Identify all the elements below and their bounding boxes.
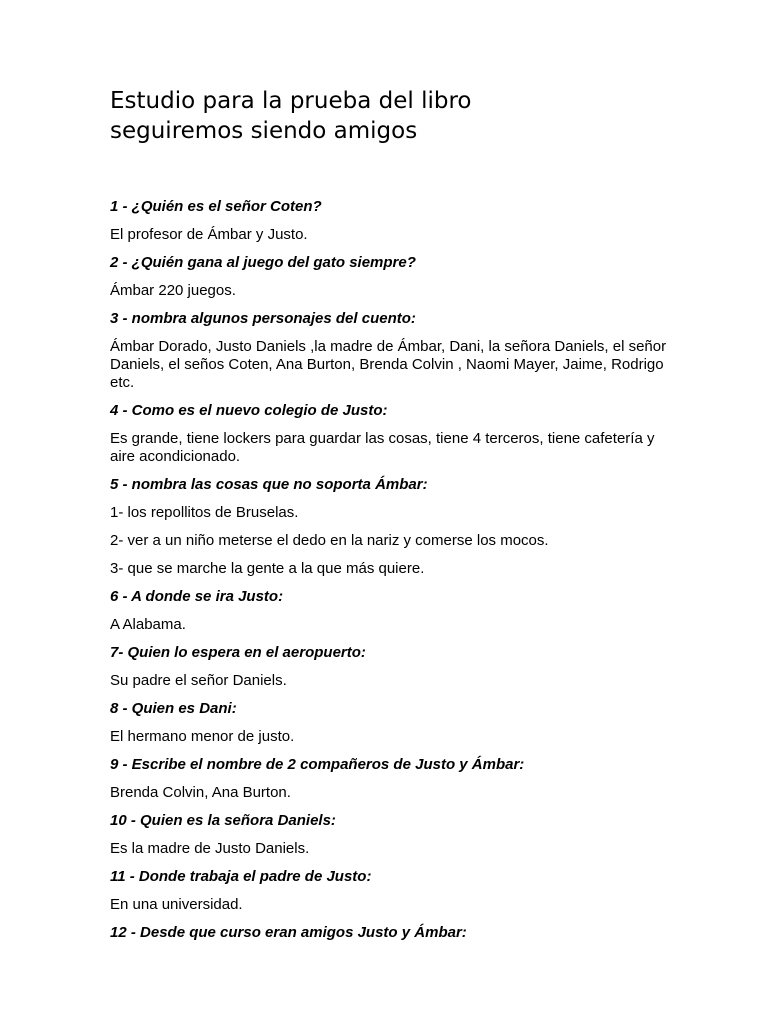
qa-item-10 (110, 812, 670, 858)
question-2: 2 - ¿Quién gana al juego del gato siempre? (110, 254, 416, 271)
qa-item-8 (110, 700, 670, 746)
qa-item-2 (110, 254, 670, 300)
document-page (110, 86, 670, 952)
answer-6: A Alabama. (110, 616, 186, 633)
answer-11: En una universidad. (110, 896, 243, 913)
qa-item-5 (110, 476, 670, 578)
qa-item-11 (110, 868, 670, 914)
answer-8: El hermano menor de justo. (110, 728, 295, 745)
answer-5-1: 1- los repollitos de Bruselas. (110, 504, 299, 521)
answer-5-3: 3- que se marche la gente a la que más quiere. (110, 560, 425, 577)
question-8: 8 - Quien es Dani: (110, 700, 237, 717)
qa-list (110, 198, 670, 942)
title-line-1: Estudio para la prueba del libro (110, 88, 472, 114)
qa-item-6 (110, 588, 670, 634)
question-1: 1 - ¿Quién es el señor Coten? (110, 198, 322, 215)
question-9: 9 - Escribe el nombre de 2 compañeros de Justo y Ámbar: (110, 756, 525, 773)
question-4: 4 - Como es el nuevo colegio de Justo: (110, 402, 388, 419)
answer-1: El profesor de Ámbar y Justo. (110, 226, 308, 243)
answer-4: Es grande, tiene lockers para guardar las cosas, tiene 4 terceros, tiene cafetería y aire acondicionado. (110, 430, 655, 465)
qa-item-12 (110, 924, 670, 942)
question-11: 11 - Donde trabaja el padre de Justo: (110, 868, 372, 885)
question-7: 7- Quien lo espera en el aeropuerto: (110, 644, 366, 661)
document-title (110, 86, 670, 146)
answer-10: Es la madre de Justo Daniels. (110, 840, 310, 857)
question-6: 6 - A donde se ira Justo: (110, 588, 284, 605)
qa-item-9 (110, 756, 670, 802)
question-12: 12 - Desde que curso eran amigos Justo y Ámbar: (110, 924, 467, 941)
question-5: 5 - nombra las cosas que no soporta Ámbar: (110, 476, 428, 493)
question-10: 10 - Quien es la señora Daniels: (110, 812, 336, 829)
answer-7: Su padre el señor Daniels. (110, 672, 287, 689)
qa-item-3 (110, 310, 670, 392)
qa-item-7 (110, 644, 670, 690)
answer-2: Ámbar 220 juegos. (110, 282, 236, 299)
qa-item-4 (110, 402, 670, 466)
answer-9: Brenda Colvin, Ana Burton. (110, 784, 291, 801)
answer-5-2: 2- ver a un niño meterse el dedo en la nariz y comerse los mocos. (110, 532, 549, 549)
question-3: 3 - nombra algunos personajes del cuento: (110, 310, 416, 327)
qa-item-1 (110, 198, 670, 244)
title-line-2: seguiremos siendo amigos (110, 118, 418, 144)
answer-3: Ámbar Dorado, Justo Daniels ,la madre de Ámbar, Dani, la señora Daniels, el señor Daniels, el seños Coten, Ana Burton, Brenda Colvin , Naomi Mayer, Jaime, Rodrigo etc. (110, 338, 667, 391)
